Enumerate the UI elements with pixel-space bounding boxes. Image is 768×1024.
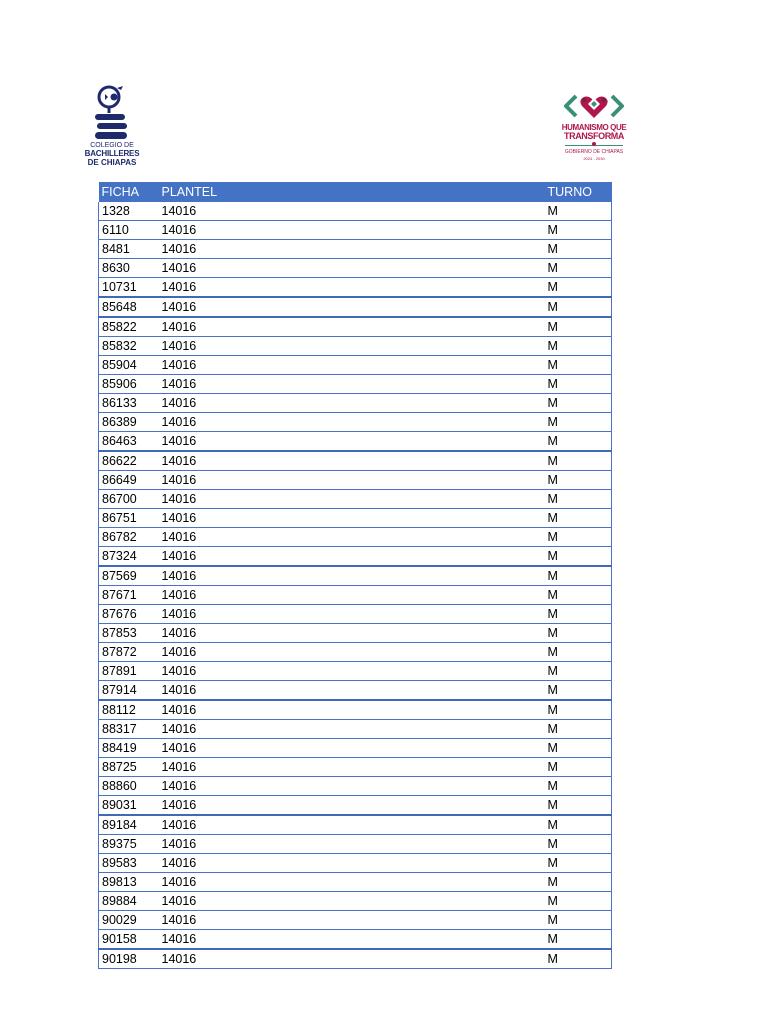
turno-cell: M xyxy=(545,758,612,777)
table-row xyxy=(99,240,612,259)
turno-cell: M xyxy=(545,451,612,471)
turno-cell: M xyxy=(545,835,612,854)
turno-cell: M xyxy=(545,662,612,681)
turno-cell: M xyxy=(545,605,612,624)
table-row xyxy=(99,413,612,432)
plantel-cell: 14016 xyxy=(159,586,545,605)
ficha-cell: 90198 xyxy=(99,949,159,969)
turno-cell: M xyxy=(545,949,612,969)
plantel-cell: 14016 xyxy=(159,221,545,240)
turno-cell: M xyxy=(545,509,612,528)
plantel-cell: 14016 xyxy=(159,375,545,394)
ficha-cell: 88112 xyxy=(99,700,159,720)
table-row xyxy=(99,566,612,586)
plantel-cell: 14016 xyxy=(159,624,545,643)
plantel-cell: 14016 xyxy=(159,911,545,930)
logo-right-line-2: TRANSFORMA xyxy=(564,131,624,141)
turno-cell: M xyxy=(545,796,612,816)
ficha-cell: 88725 xyxy=(99,758,159,777)
turno-cell: M xyxy=(545,643,612,662)
plantel-cell: 14016 xyxy=(159,662,545,681)
ficha-cell: 85822 xyxy=(99,317,159,337)
logo-right-line-1: HUMANISMO QUE xyxy=(561,123,627,132)
turno-cell: M xyxy=(545,337,612,356)
table-row xyxy=(99,739,612,758)
table-row xyxy=(99,700,612,720)
logo-left-line-3: DE CHIAPAS xyxy=(87,158,137,167)
table-row xyxy=(99,815,612,835)
plantel-cell: 14016 xyxy=(159,432,545,452)
ficha-cell: 87671 xyxy=(99,586,159,605)
plantel-cell: 14016 xyxy=(159,873,545,892)
plantel-cell: 14016 xyxy=(159,471,545,490)
ficha-cell: 87872 xyxy=(99,643,159,662)
ficha-cell: 89884 xyxy=(99,892,159,911)
table-row xyxy=(99,720,612,739)
plantel-cell: 14016 xyxy=(159,777,545,796)
plantel-cell: 14016 xyxy=(159,720,545,739)
ficha-cell: 86463 xyxy=(99,432,159,452)
plantel-cell: 14016 xyxy=(159,643,545,662)
plantel-cell: 14016 xyxy=(159,949,545,969)
logo-right-line-4: 2024 - 2030 xyxy=(583,156,605,161)
plantel-cell: 14016 xyxy=(159,240,545,259)
ficha-cell: 85906 xyxy=(99,375,159,394)
ficha-cell: 90029 xyxy=(99,911,159,930)
plantel-cell: 14016 xyxy=(159,566,545,586)
turno-cell: M xyxy=(545,586,612,605)
turno-cell: M xyxy=(545,471,612,490)
turno-cell: M xyxy=(545,317,612,337)
table-row xyxy=(99,586,612,605)
table-row xyxy=(99,471,612,490)
table-row xyxy=(99,509,612,528)
plantel-cell: 14016 xyxy=(159,394,545,413)
plantel-cell: 14016 xyxy=(159,854,545,873)
turno-cell: M xyxy=(545,892,612,911)
table-row xyxy=(99,202,612,221)
ficha-cell: 85648 xyxy=(99,297,159,317)
logo-left-line-1: COLEGIO DE xyxy=(90,142,134,149)
turno-cell: M xyxy=(545,566,612,586)
plantel-cell: 14016 xyxy=(159,413,545,432)
ficha-cell: 87853 xyxy=(99,624,159,643)
plantel-cell: 14016 xyxy=(159,356,545,375)
ficha-cell: 88419 xyxy=(99,739,159,758)
plantel-cell: 14016 xyxy=(159,297,545,317)
turno-cell: M xyxy=(545,432,612,452)
plantel-cell: 14016 xyxy=(159,758,545,777)
table-row xyxy=(99,490,612,509)
turno-cell: M xyxy=(545,681,612,701)
turno-cell: M xyxy=(545,202,612,221)
cobach-logo xyxy=(80,84,144,170)
header-ficha: FICHA xyxy=(99,182,159,202)
plantel-cell: 14016 xyxy=(159,835,545,854)
turno-cell: M xyxy=(545,739,612,758)
table-row xyxy=(99,911,612,930)
turno-cell: M xyxy=(545,911,612,930)
turno-cell: M xyxy=(545,221,612,240)
ficha-cell: 87891 xyxy=(99,662,159,681)
table-row xyxy=(99,930,612,950)
ficha-cell: 1328 xyxy=(99,202,159,221)
plantel-cell: 14016 xyxy=(159,528,545,547)
table-row xyxy=(99,317,612,337)
turno-cell: M xyxy=(545,375,612,394)
turno-cell: M xyxy=(545,297,612,317)
table-row xyxy=(99,337,612,356)
plantel-cell: 14016 xyxy=(159,490,545,509)
table-row xyxy=(99,854,612,873)
plantel-cell: 14016 xyxy=(159,892,545,911)
turno-cell: M xyxy=(545,490,612,509)
table-row xyxy=(99,624,612,643)
plantel-cell: 14016 xyxy=(159,681,545,701)
table-row xyxy=(99,451,612,471)
plantel-cell: 14016 xyxy=(159,739,545,758)
plantel-cell: 14016 xyxy=(159,278,545,298)
ficha-cell: 89583 xyxy=(99,854,159,873)
table-body xyxy=(99,202,612,969)
logo-dot xyxy=(592,142,596,146)
ficha-cell: 89184 xyxy=(99,815,159,835)
turno-cell: M xyxy=(545,700,612,720)
header-plantel: PLANTEL xyxy=(159,182,545,202)
ficha-cell: 90158 xyxy=(99,930,159,950)
table-row xyxy=(99,375,612,394)
ficha-cell: 87324 xyxy=(99,547,159,567)
table-row xyxy=(99,873,612,892)
plantel-cell: 14016 xyxy=(159,202,545,221)
table-row xyxy=(99,297,612,317)
table-header-row xyxy=(99,182,612,202)
gobierno-chiapas-logo xyxy=(556,90,632,168)
table-row xyxy=(99,643,612,662)
logo-left-line-2: BACHILLERES xyxy=(84,149,140,158)
cobach-emblem-icon xyxy=(80,84,144,142)
header-turno: TURNO xyxy=(545,182,612,202)
turno-cell: M xyxy=(545,873,612,892)
ficha-cell: 8481 xyxy=(99,240,159,259)
table-row xyxy=(99,528,612,547)
ficha-cell: 86649 xyxy=(99,471,159,490)
turno-cell: M xyxy=(545,240,612,259)
table-row xyxy=(99,758,612,777)
turno-cell: M xyxy=(545,720,612,739)
ficha-cell: 87569 xyxy=(99,566,159,586)
turno-cell: M xyxy=(545,356,612,375)
table-row xyxy=(99,892,612,911)
ficha-cell: 85832 xyxy=(99,337,159,356)
ficha-cell: 88860 xyxy=(99,777,159,796)
turno-cell: M xyxy=(545,930,612,950)
table-row xyxy=(99,662,612,681)
plantel-cell: 14016 xyxy=(159,700,545,720)
table-row xyxy=(99,605,612,624)
ficha-cell: 10731 xyxy=(99,278,159,298)
ficha-cell: 88317 xyxy=(99,720,159,739)
ficha-cell: 86622 xyxy=(99,451,159,471)
plantel-cell: 14016 xyxy=(159,605,545,624)
turno-cell: M xyxy=(545,777,612,796)
table-row xyxy=(99,432,612,452)
turno-cell: M xyxy=(545,815,612,835)
plantel-cell: 14016 xyxy=(159,259,545,278)
table-row xyxy=(99,394,612,413)
table-row xyxy=(99,356,612,375)
table-row xyxy=(99,681,612,701)
plantel-cell: 14016 xyxy=(159,451,545,471)
turno-cell: M xyxy=(545,278,612,298)
table-row xyxy=(99,835,612,854)
plantel-cell: 14016 xyxy=(159,509,545,528)
ficha-cell: 87676 xyxy=(99,605,159,624)
table-row xyxy=(99,949,612,969)
table-row xyxy=(99,278,612,298)
ficha-cell: 86700 xyxy=(99,490,159,509)
ficha-cell: 86133 xyxy=(99,394,159,413)
turno-cell: M xyxy=(545,259,612,278)
ficha-cell: 6110 xyxy=(99,221,159,240)
plantel-cell: 14016 xyxy=(159,815,545,835)
table-row xyxy=(99,777,612,796)
turno-cell: M xyxy=(545,854,612,873)
ficha-cell: 85904 xyxy=(99,356,159,375)
logo-right-line-3: GOBIERNO DE CHIAPAS xyxy=(564,149,624,155)
turno-cell: M xyxy=(545,413,612,432)
plantel-cell: 14016 xyxy=(159,317,545,337)
ficha-cell: 86782 xyxy=(99,528,159,547)
table-row xyxy=(99,796,612,816)
ficha-cell: 86751 xyxy=(99,509,159,528)
ficha-cell: 8630 xyxy=(99,259,159,278)
plantel-cell: 14016 xyxy=(159,796,545,816)
turno-cell: M xyxy=(545,547,612,567)
hands-heart-icon xyxy=(562,90,626,122)
plantel-cell: 14016 xyxy=(159,930,545,950)
ficha-table-container xyxy=(98,182,611,969)
table-row xyxy=(99,221,612,240)
ficha-table xyxy=(98,182,612,969)
table-row xyxy=(99,547,612,567)
turno-cell: M xyxy=(545,394,612,413)
ficha-cell: 89375 xyxy=(99,835,159,854)
ficha-cell: 89031 xyxy=(99,796,159,816)
plantel-cell: 14016 xyxy=(159,337,545,356)
plantel-cell: 14016 xyxy=(159,547,545,567)
ficha-cell: 89813 xyxy=(99,873,159,892)
turno-cell: M xyxy=(545,528,612,547)
ficha-cell: 86389 xyxy=(99,413,159,432)
ficha-cell: 87914 xyxy=(99,681,159,701)
turno-cell: M xyxy=(545,624,612,643)
table-row xyxy=(99,259,612,278)
